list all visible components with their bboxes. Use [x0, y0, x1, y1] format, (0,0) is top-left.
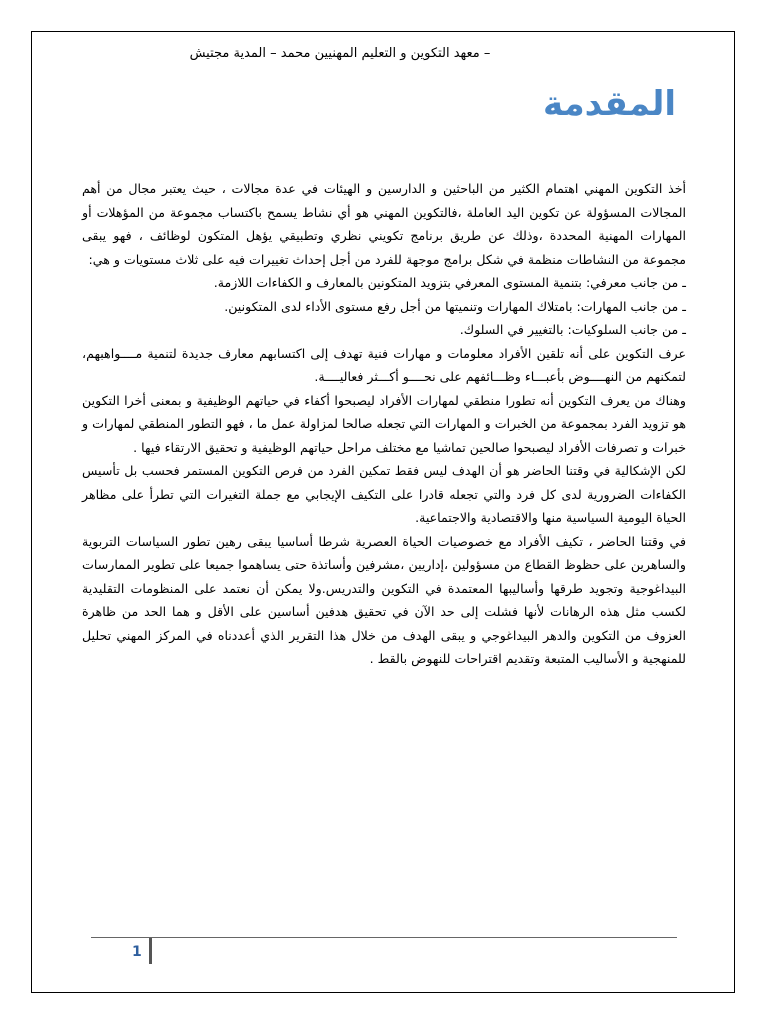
- page-number: 1: [132, 944, 142, 960]
- list-item-cognitive: ـ من جانب معرفي: بتنمية المستوى المعرفي بتزويد المتكونين بالمعارف و الكفاءات اللازمة.: [213, 275, 686, 290]
- list-item-skills: ـ من جانب المهارات: بامتلاك المهارات وتنميتها من أجل رفع مستوى الأداء لدى المتكونين.: [224, 298, 686, 314]
- page-title: المقدمة: [543, 84, 676, 124]
- definition-paragraph: عرف التكوين على أنه تلقين الأفراد معلومات و مهارات فنية تهدف إلى اكتسابهم معارف جديدة لتنمية مــــواهبهم، لتمكنهم من النهــــوض بأعبـــاء وظـــائفهم على نحــــو أكـــثر فعاليــــة.: [82, 345, 686, 384]
- list-item-behavior: ـ من جانب السلوكيات: بالتغيير في السلوك.: [459, 322, 686, 337]
- page-number-divider: [149, 938, 152, 964]
- logical-development-paragraph: وهناك من يعرف التكوين أنه تطورا منطقي لمهارات الأفراد ليصبحوا أكفاء في حياتهم الوظيفية و بمعنى أخرا التكوين هو تزويد الفرد بمجموعة من الخبرات و المهارات التي تجعله صالحا لمزاولة عمل ما ، فهو التطور المنطقي لمهارات و خبرات و تصرفات الأفراد ليصبحوا صالحين تماشيا مع مختلف مراحل حياتهم الوظيفية و تحقيق الارتقاء فيها .: [82, 392, 686, 455]
- problem-paragraph: لكن الإشكالية في وقتنا الحاضر هو أن الهدف ليس فقط تمكين الفرد من فرص التكوين المستمر فحسب بل تأسيس الكفاءات الضرورية لدى كل فرد والتي تجعله قادرا على التكيف الإيجابي مع جملة التغيرات التي تطرأ على مظاهر الحياة اليومية السياسية منها والاقتصادية والاجتماعية.: [82, 463, 686, 525]
- page-header: – معهد التكوين و التعليم المهنيين محمد – المدية مجتيش: [189, 46, 491, 61]
- footer-divider: [91, 937, 677, 938]
- intro-paragraph: أخذ التكوين المهني اهتمام الكثير من الباحثين و الدارسين و الهيئات في عدة مجالات ، حيث يعتبر مجال من أهم المجالات المسؤولة عن تكوين اليد العاملة ،فالتكوين المهني هو أي نشاط يسمح باكتساب مجموعة من المؤهلات أو المهارات المهنية المحددة ،وذلك عن طريق برنامج تكويني نظري وتطبيقي يؤهل المتكون لوظائف ، فهو يبقى مجموعة من النشاطات منظمة في شكل برامج موجهة للفرد من أجل إحداث تغييرات فيه على ثلاث مستويات و هي:: [82, 181, 686, 267]
- present-time-paragraph: في وقتنا الحاضر ، تكيف الأفراد مع خصوصيات الحياة العصرية شرطا أساسيا يبقى رهين تطور السياسات التربوية والساهرين على حظوظ القطاع من مسؤولين ،إداريين ،مشرفين وأساتذة حتى يساهموا جميعا على تطوير الممارسات البيداغوجية وتجويد طرقها وأساليبها المعتمدة في التكوين والتدريس.ولا يمكن أن نعتمد على المنظومات التقليدية لكسب مثل هذه الرهانات لأنها فشلت إلى حد الآن في تحقيق هدفين أساسين على الأقل و هما الحد من ظاهرة العزوف من التكوين والدهر البيداغوجي و يبقى الهدف من خلال هذا التقرير الذي أعددناه في المركز المهني تحليل للمنهجية و الأساليب المتبعة وتقديم اقتراحات للنهوض بالقط .: [82, 533, 686, 666]
- document-body: [82, 177, 686, 671]
